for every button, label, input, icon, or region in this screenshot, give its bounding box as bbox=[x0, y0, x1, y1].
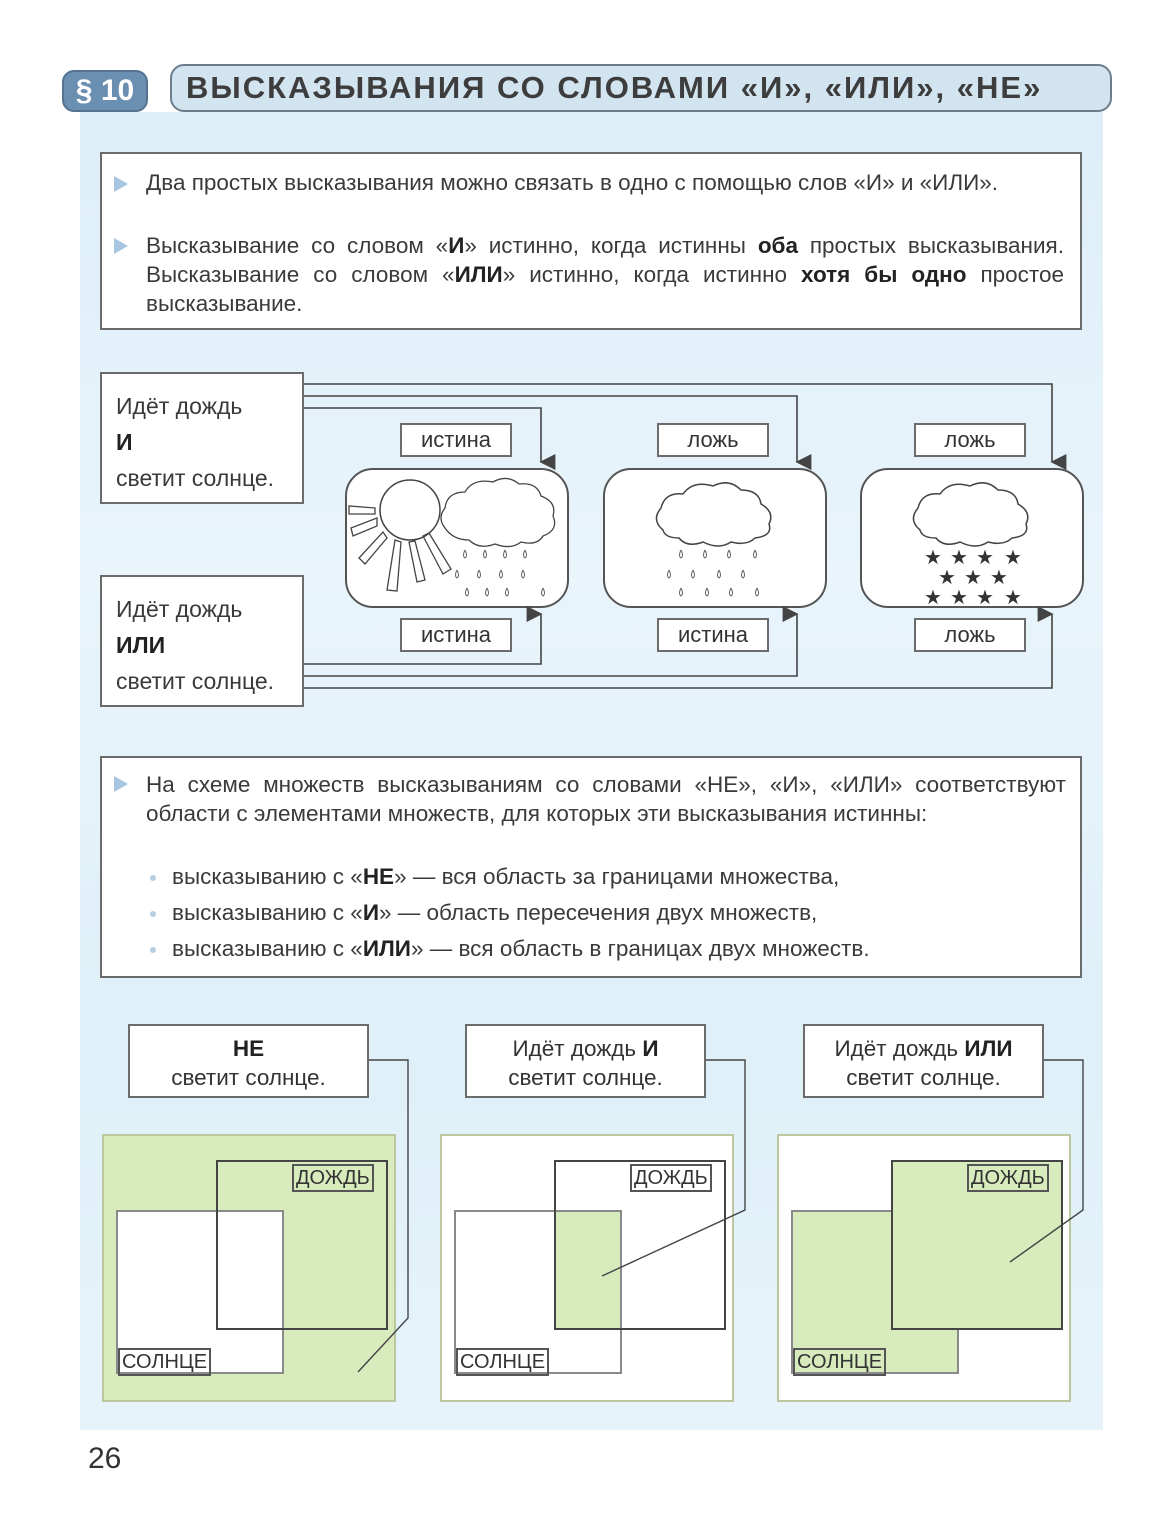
svg-text:★: ★ bbox=[938, 565, 956, 589]
set-rain-label: ДОЖДЬ bbox=[967, 1164, 1049, 1192]
svg-text:★: ★ bbox=[976, 545, 994, 569]
and-result-label: истина bbox=[400, 423, 512, 457]
sets-intro: На схеме множеств высказываниям со словами «НЕ», «И», «ИЛИ» соответствуют области с элементами множеств, для которых эти высказывания истинны: bbox=[146, 772, 1066, 826]
rule-paragraph-1: Два простых высказывания можно связать в одно с помощью слов «И» и «ИЛИ». bbox=[146, 170, 999, 195]
set-sun-label: СОЛНЦЕ bbox=[456, 1348, 549, 1376]
section-number: § 10 bbox=[62, 70, 148, 112]
set-sun-label: СОЛНЦЕ bbox=[793, 1348, 886, 1376]
scene-snow bbox=[860, 468, 1084, 608]
or-result-label: ложь bbox=[914, 618, 1026, 652]
bullet-arrow-icon bbox=[114, 776, 128, 792]
page-number: 26 bbox=[88, 1442, 122, 1475]
and-statement-box: Идёт дождь И светит солнце. bbox=[100, 372, 304, 504]
rain-cloud-icon bbox=[605, 470, 829, 610]
rule-paragraph-2: Высказывание со словом «И» истинно, когда истинны оба простых высказывания. Высказывание со словом «ИЛИ» истинно, когда истинно хотя бы одно простое высказывание. bbox=[146, 233, 1064, 316]
scene-sun-rain bbox=[345, 468, 569, 608]
sets-item: высказыванию с «ИЛИ» — вся область в границах двух множеств. bbox=[150, 934, 870, 963]
svg-text:★: ★ bbox=[976, 585, 994, 609]
svg-text:★: ★ bbox=[950, 545, 968, 569]
svg-text:★: ★ bbox=[924, 545, 942, 569]
svg-text:★: ★ bbox=[964, 565, 982, 589]
and-result-label: ложь bbox=[914, 423, 1026, 457]
svg-text:★: ★ bbox=[1004, 545, 1022, 569]
venn-caption-or: Идёт дождь ИЛИ светит солнце. bbox=[803, 1024, 1044, 1098]
and-result-label: ложь bbox=[657, 423, 769, 457]
venn-and-panel bbox=[440, 1134, 734, 1402]
venn-caption-not: НЕ светит солнце. bbox=[128, 1024, 369, 1098]
or-statement-box: Идёт дождь ИЛИ светит солнце. bbox=[100, 575, 304, 707]
svg-text:★: ★ bbox=[950, 585, 968, 609]
or-result-label: истина bbox=[657, 618, 769, 652]
bullet-arrow-icon bbox=[114, 238, 128, 254]
set-rain-label: ДОЖДЬ bbox=[292, 1164, 374, 1192]
venn-or-panel bbox=[777, 1134, 1071, 1402]
scene-rain bbox=[603, 468, 827, 608]
snow-cloud-icon bbox=[862, 470, 1086, 610]
svg-text:★: ★ bbox=[990, 565, 1008, 589]
set-sun-label: СОЛНЦЕ bbox=[118, 1348, 211, 1376]
or-result-label: истина bbox=[400, 618, 512, 652]
venn-caption-and: Идёт дождь И светит солнце. bbox=[465, 1024, 706, 1098]
sets-item: высказыванию с «НЕ» — вся область за границами множества, bbox=[150, 862, 839, 891]
sun-rain-icon bbox=[347, 470, 571, 610]
sets-item: высказыванию с «И» — область пересечения двух множеств, bbox=[150, 898, 817, 927]
bullet-arrow-icon bbox=[114, 176, 128, 192]
page-title: ВЫСКАЗЫВАНИЯ СО СЛОВАМИ «И», «ИЛИ», «НЕ» bbox=[170, 64, 1112, 112]
svg-text:★: ★ bbox=[1004, 585, 1022, 609]
set-rain-label: ДОЖДЬ bbox=[630, 1164, 712, 1192]
venn-not-panel bbox=[102, 1134, 396, 1402]
svg-text:★: ★ bbox=[924, 585, 942, 609]
